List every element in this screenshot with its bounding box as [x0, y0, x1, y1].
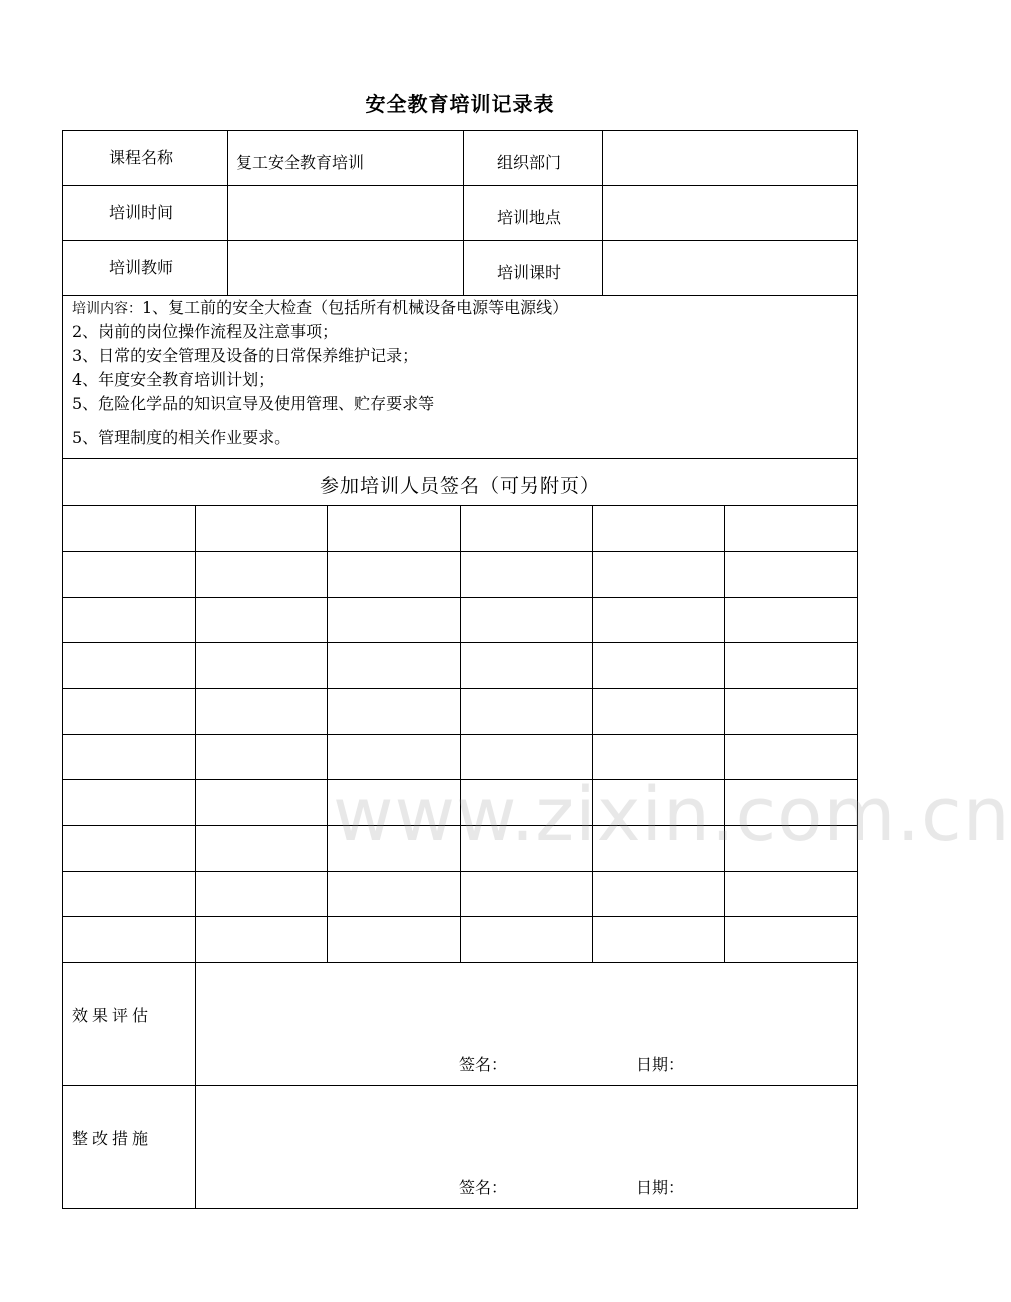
training-content-item: 2、岗前的岗位操作流程及注意事项；	[72, 322, 339, 341]
signature-cell[interactable]	[64, 781, 193, 823]
signature-cell[interactable]	[197, 873, 325, 914]
course-name-label: 课程名称	[109, 148, 174, 167]
signature-cell[interactable]	[726, 918, 856, 960]
signature-cell[interactable]	[462, 918, 590, 960]
signature-cell[interactable]	[594, 599, 722, 640]
signature-cell[interactable]	[329, 599, 458, 640]
signature-cell[interactable]	[329, 553, 458, 595]
signature-cell[interactable]	[594, 918, 722, 960]
column-divider	[592, 505, 593, 962]
training-content-item: 5、管理制度的相关作业要求。	[72, 428, 291, 447]
column-divider	[463, 130, 464, 295]
signature-cell[interactable]	[64, 644, 193, 686]
signature-cell[interactable]	[726, 690, 856, 732]
column-divider	[227, 130, 228, 295]
signature-cell[interactable]	[329, 736, 458, 777]
training-content-item: 1、复工前的安全大检查（包括所有机械设备电源等电源线）	[142, 298, 569, 317]
watermark: www.zixin.com.cn	[333, 772, 1011, 858]
training-content-label: 培训内容：	[72, 301, 142, 317]
signature-cell[interactable]	[462, 644, 590, 686]
signature-cell[interactable]	[462, 553, 590, 595]
signature-cell[interactable]	[197, 827, 325, 869]
signature-cell[interactable]	[594, 507, 722, 549]
column-divider	[460, 505, 461, 962]
document-title: 安全教育培训记录表	[365, 92, 555, 116]
signature-cell[interactable]	[197, 690, 325, 732]
signature-cell[interactable]	[594, 553, 722, 595]
signature-cell[interactable]	[329, 918, 458, 960]
signature-section-title: 参加培训人员签名（可另附页）	[319, 475, 600, 497]
signature-cell[interactable]	[594, 690, 722, 732]
training-hours-label: 培训课时	[497, 263, 562, 282]
signature-cell[interactable]	[462, 873, 590, 914]
column-divider	[724, 505, 725, 962]
signature-cell[interactable]	[462, 599, 590, 640]
column-divider	[327, 505, 328, 962]
org-dept-label: 组织部门	[497, 153, 562, 172]
signature-cell[interactable]	[197, 507, 325, 549]
evaluation-date-label: 日期：	[636, 1055, 685, 1074]
signature-cell[interactable]	[329, 690, 458, 732]
row-divider	[62, 295, 858, 296]
training-place-label: 培训地点	[497, 208, 562, 227]
row-divider	[62, 458, 858, 459]
signature-cell[interactable]	[594, 873, 722, 914]
signature-cell[interactable]	[329, 644, 458, 686]
signature-cell[interactable]	[64, 553, 193, 595]
evaluation-label: 效果评估	[72, 1006, 153, 1025]
rectification-date-label: 日期：	[636, 1178, 685, 1197]
signature-cell[interactable]	[726, 507, 856, 549]
row-divider	[62, 240, 858, 241]
column-divider	[602, 130, 603, 295]
training-content-item: 4、年度安全教育培训计划；	[72, 370, 275, 389]
signature-cell[interactable]	[462, 507, 590, 549]
training-content-item: 3、日常的安全管理及设备的日常保养维护记录；	[72, 346, 419, 365]
signature-cell[interactable]	[726, 553, 856, 595]
signature-cell[interactable]	[726, 873, 856, 914]
column-divider	[195, 505, 196, 962]
evaluation-sign-label: 签名：	[459, 1055, 508, 1074]
row-divider	[62, 962, 858, 963]
training-time-label: 培训时间	[109, 203, 174, 222]
signature-cell[interactable]	[197, 918, 325, 960]
signature-cell[interactable]	[197, 553, 325, 595]
row-divider	[62, 185, 858, 186]
signature-cell[interactable]	[726, 736, 856, 777]
trainer-label: 培训教师	[109, 258, 174, 277]
training-content-item: 5、危险化学品的知识宣导及使用管理、贮存要求等	[72, 394, 435, 413]
signature-cell[interactable]	[462, 690, 590, 732]
signature-cell[interactable]	[197, 736, 325, 777]
column-divider	[195, 962, 196, 1209]
signature-cell[interactable]	[726, 599, 856, 640]
signature-cell[interactable]	[197, 781, 325, 823]
rectification-sign-label: 签名：	[459, 1178, 508, 1197]
signature-cell[interactable]	[64, 918, 193, 960]
signature-cell[interactable]	[64, 873, 193, 914]
signature-cell[interactable]	[64, 507, 193, 549]
signature-cell[interactable]	[197, 644, 325, 686]
signature-cell[interactable]	[64, 827, 193, 869]
signature-cell[interactable]	[64, 736, 193, 777]
signature-cell[interactable]	[64, 690, 193, 732]
signature-cell[interactable]	[64, 599, 193, 640]
signature-cell[interactable]	[329, 507, 458, 549]
rectification-label: 整改措施	[72, 1129, 153, 1148]
training-content-line	[72, 298, 568, 319]
course-name-value[interactable]: 复工安全教育培训	[236, 153, 365, 172]
row-divider	[62, 1085, 858, 1086]
signature-cell[interactable]	[329, 873, 458, 914]
signature-cell[interactable]	[594, 736, 722, 777]
signature-cell[interactable]	[462, 736, 590, 777]
signature-cell[interactable]	[594, 644, 722, 686]
signature-cell[interactable]	[726, 644, 856, 686]
signature-cell[interactable]	[197, 599, 325, 640]
